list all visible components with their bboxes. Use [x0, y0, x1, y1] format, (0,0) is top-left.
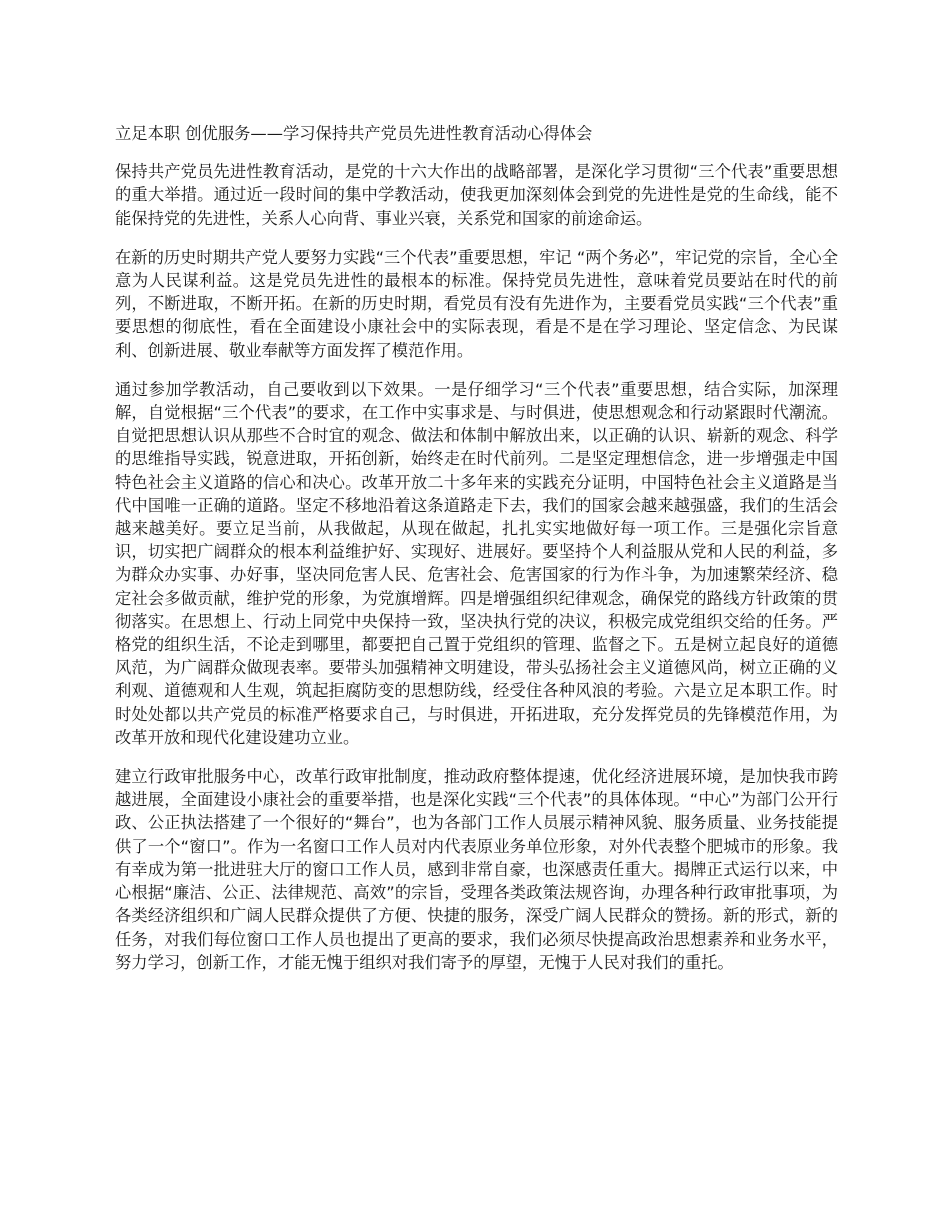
document-title: 立足本职 创优服务——学习保持共产党员先进性教育活动心得体会 — [115, 124, 593, 143]
paragraph-3: 通过参加学教活动，自己要收到以下效果。一是仔细学习“三个代表”重要思想，结合实际，加深理解，自觉根据“三个代表”的要求，在工作中实事求是、与时俱进，使思想观念和行动紧跟时代潮流。自觉把思想认识从那些不合时宜的观念、做法和体制中解放出来，以正确的认识、崭新的观念、科学的思维指导实践，锐意进取，开拓创新，始终走在时代前列。二是坚定理想信念，进一步增强走中国特色社会主义道路的信心和决心。改革开放二十多年来的实践充分证明，中国特色社会主义道路是当代中国唯一正确的道路。坚定不移地沿着这条道路走下去，我们的国家会越来越强盛，我们的生活会越来越美好。要立足当前，从我做起，从现在做起，扎扎实实地做好每一项工作。三是强化宗旨意识，切实把广阔群众的根本利益维护好、实现好、进展好。要坚持个人利益服从党和人民的利益，多为群众办实事、办好事，坚决同危害人民、危害社会、危害国家的行为作斗争，为加速繁荣经济、稳定社会多做贡献，维护党的形象，为党旗增辉。四是增强组织纪律观念，确保党的路线方针政策的贯彻落实。在思想上、行动上同党中央保持一致，坚决执行党的决议，积极完成党组织交给的任务。严格党的组织生活，不论走到哪里，都要把自己置于党组织的管理、监督之下。五是树立起良好的道德风范，为广阔群众做现表率。要带头加强精神文明建设，带头弘扬社会主义道德风尚，树立正确的义利观、道德观和人生观，筑起拒腐防变的思想防线，经受住各种风浪的考验。六是立足本职工作。时时处处都以共产党员的标准严格要求自己，与时俱进，开拓进取，充分发挥党员的先锋模范作用，为改革开放和现代化建设建功立业。 — [115, 379, 838, 747]
paragraph-4: 建立行政审批服务中心，改革行政审批制度，推动政府整体提速，优化经济进展环境，是加快我市跨越进展，全面建设小康社会的重要举措，也是深化实践“三个代表”的具体体现。“中心”为部门公开行政、公正执法搭建了一个很好的“舞台”，也为各部门工作人员展示精神风貌、服务质量、业务技能提供了一个“窗口”。作为一名窗口工作人员对内代表原业务单位形象，对外代表整个肥城市的形象。我有幸成为第一批进驻大厅的窗口工作人员，感到非常自豪，也深感责任重大。揭牌正式运行以来，中心根据“廉洁、公正、法律规范、高效”的宗旨，受理各类政策法规咨询，办理各种行政审批事项，为各类经济组织和广阔人民群众提供了方便、快捷的服务，深受广阔人民群众的赞扬。新的形式，新的任务，对我们每位窗口工作人员也提出了更高的要求，我们必须尽快提高政治思想素养和业务水平，努力学习，创新工作，才能无愧于组织对我们寄予的厚望，无愧于人民对我们的重托。 — [115, 767, 838, 972]
paragraph-1: 保持共产党员先进性教育活动，是党的十六大作出的战略部署，是深化学习贯彻“三个代表”重要思想的重大举措。通过近一段时间的集中学教活动，使我更加深刻体会到党的先进性是党的生命线，能不能保持党的先进性，关系人心向背、事业兴衰，关系党和国家的前途命运。 — [115, 162, 838, 228]
paragraph-2: 在新的历史时期共产党人要努力实践“三个代表”重要思想，牢记 “两个务必”，牢记党的宗旨，全心全意为人民谋利益。这是党员先进性的最根本的标准。保持党员先进性，意味着党员要站在时代的前列，不断进取，不断开拓。在新的历史时期，看党员有没有先进作为，主要看党员实践“三个代表”重要思想的彻底性，看在全面建设小康社会中的实际表现，看是不是在学习理论、坚定信念、为民谋利、创新进展、敬业奉献等方面发挥了模范作用。 — [115, 247, 838, 360]
document-body — [115, 122, 838, 990]
